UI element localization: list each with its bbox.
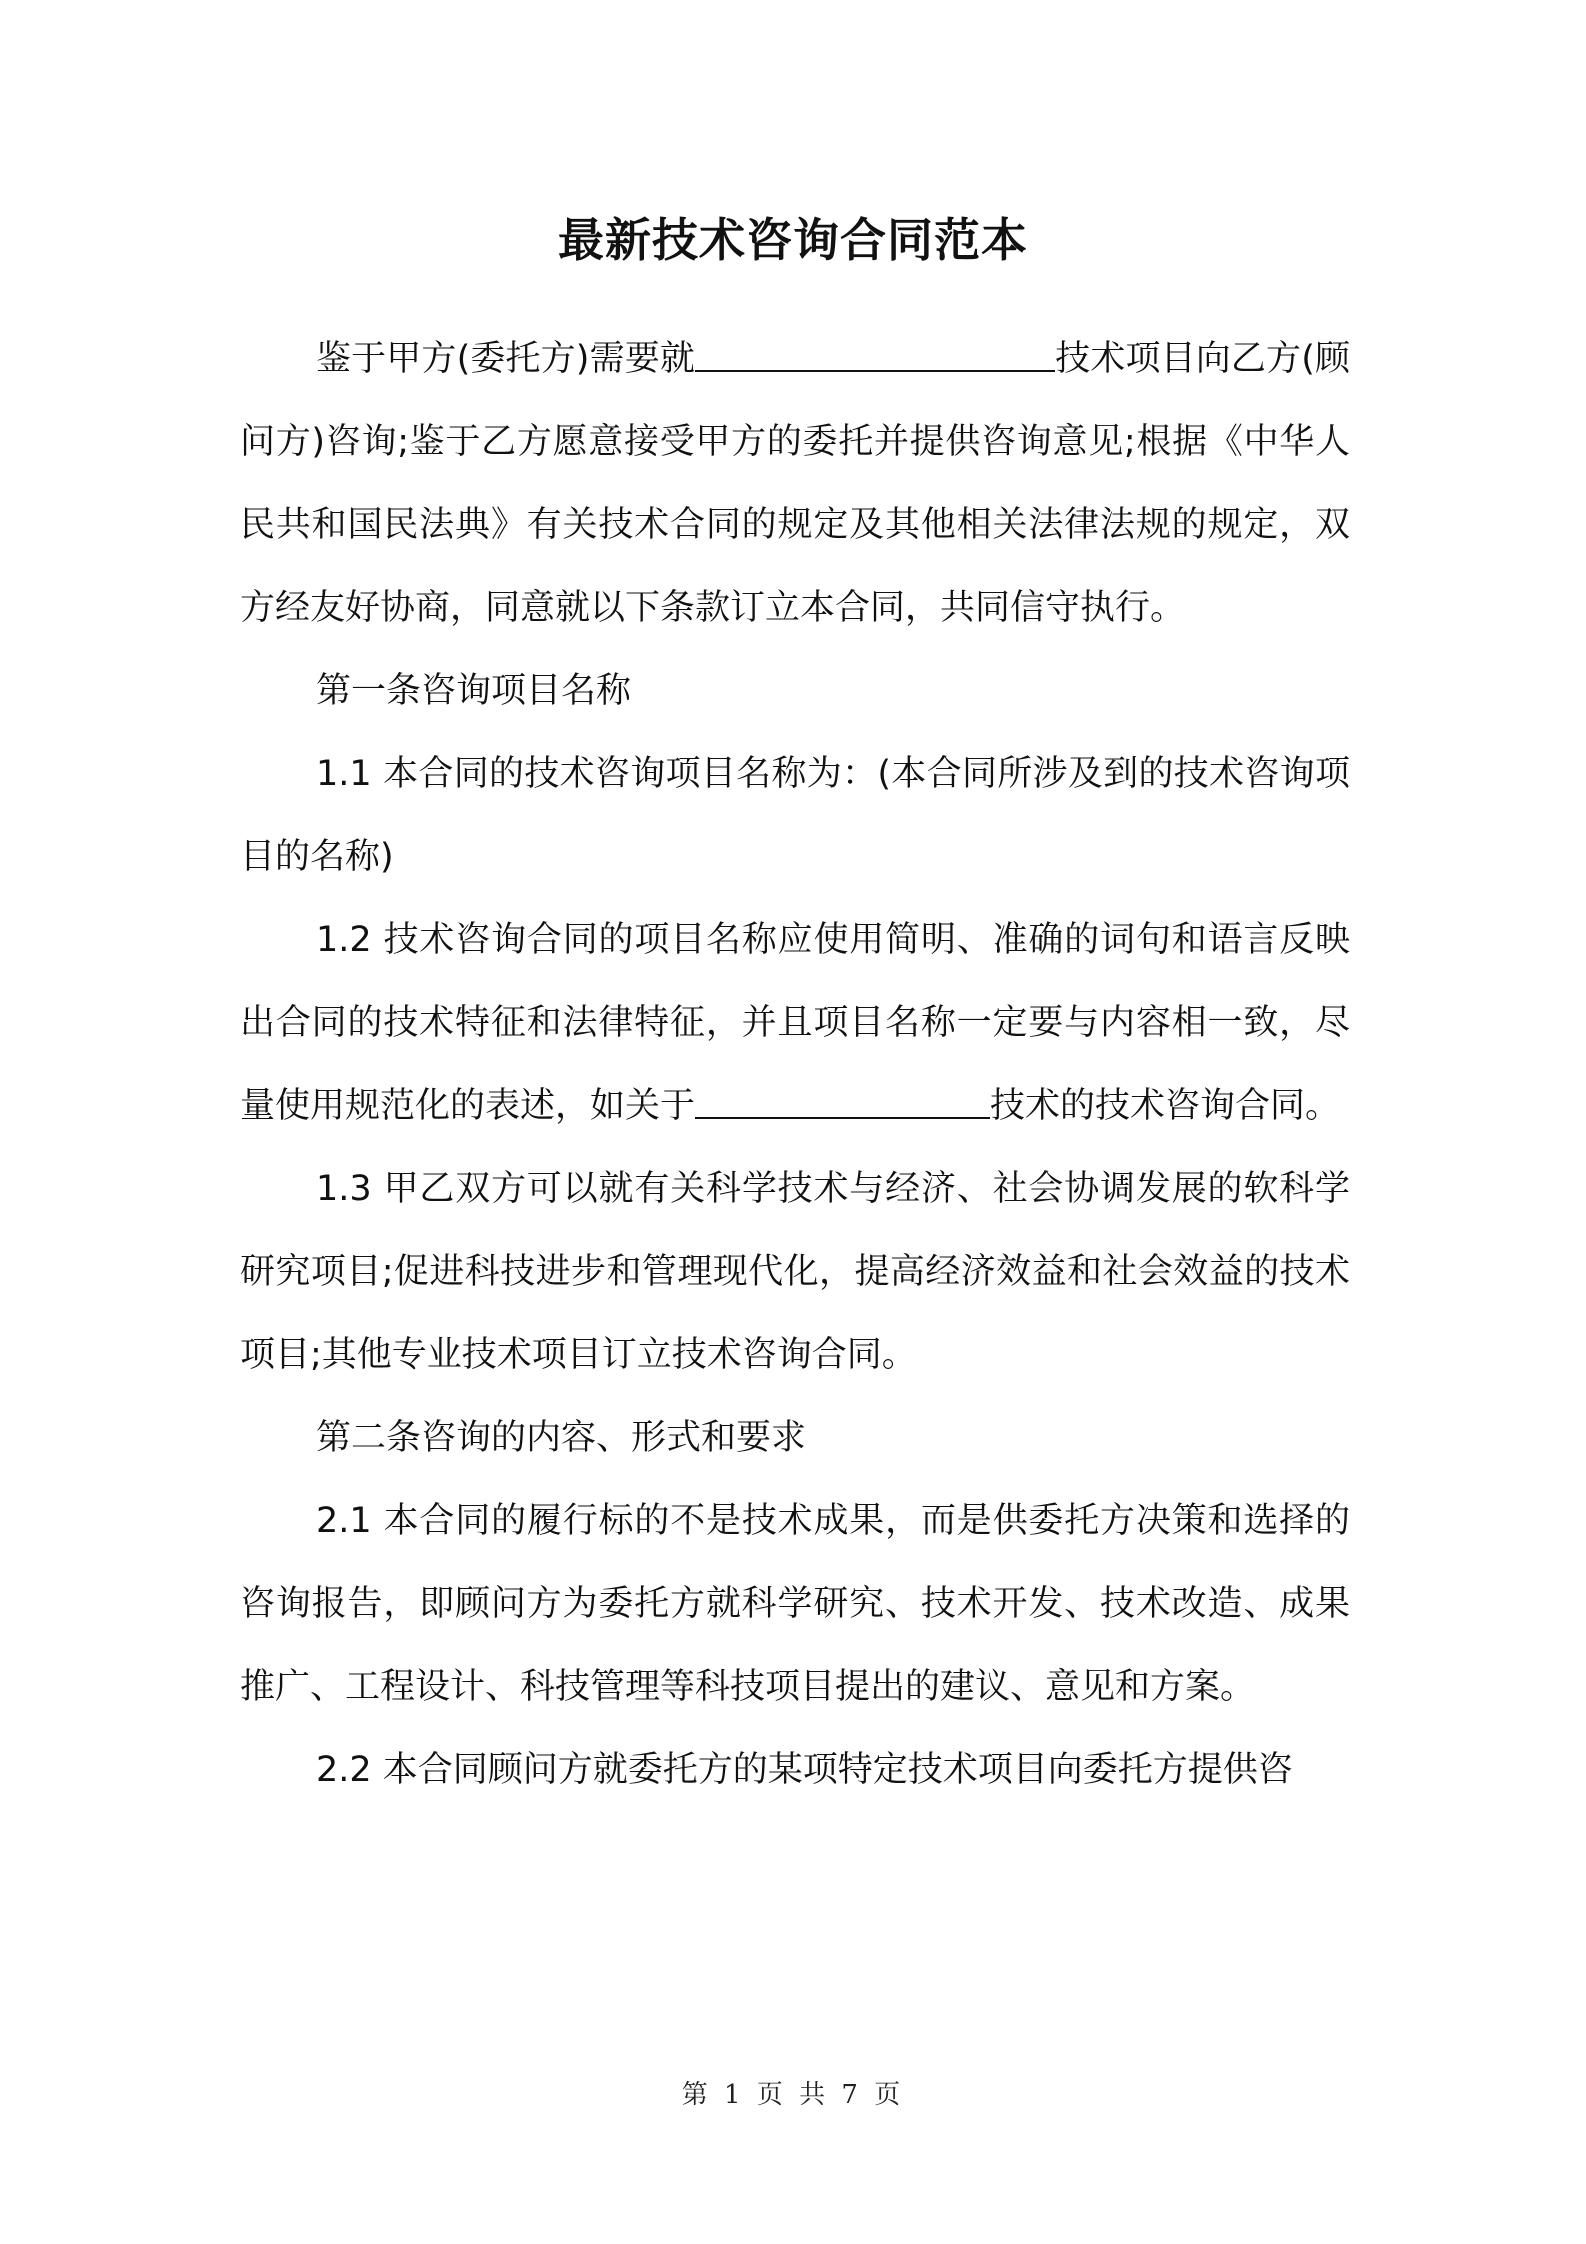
clause-2-2: 2.2 本合同顾问方就委托方的某项特定技术项目向委托方提供咨: [316, 1750, 1293, 1790]
clause-2-1: 2.1 本合同的履行标的不是技术成果，而是供委托方决策和选择的咨询报告，即顾问方为委托方就科学研究、技术开发、技术改造、成果推广、工程设计、科技管理等科技项目提出的建议、意见和方案。: [240, 1501, 1350, 1707]
preamble-paragraph: [240, 318, 1350, 650]
article-1-heading: 第一条咨询项目名称: [316, 671, 632, 711]
clause-1-3: 1.3 甲乙双方可以就有关科学技术与经济、社会协调发展的软科学研究项目;促进科技进步和管理现代化，提高经济效益和社会效益的技术项目;其他专业技术项目订立技术咨询合同。: [240, 1169, 1350, 1375]
page-number-footer: 第 1 页 共 7 页: [681, 2080, 905, 2110]
preamble-text-start: 鉴于甲方(委托方)需要就: [316, 339, 696, 379]
document-title: 最新技术咨询合同范本: [558, 213, 1028, 267]
article-2-heading: 第二条咨询的内容、形式和要求: [316, 1418, 807, 1458]
document-body: [240, 318, 1350, 1812]
preamble-text-end: 技术项目向乙方(顾问方)咨询;鉴于乙方愿意接受甲方的委托并提供咨询意见;根据《中华人民共和国民法典》有关技术合同的规定及其他相关法律法规的规定，双方经友好协商，同意就以下条款订立本合同，共同信守执行。: [240, 339, 1351, 628]
fill-in-blank: [695, 1087, 990, 1119]
clause-1-2-text-start: 1.2 技术咨询合同的项目名称应使用简明、准确的词句和语言反映出合同的技术特征和法律特征，并且项目名称一定要与内容相一致，尽量使用规范化的表述，如关于: [240, 920, 1350, 1126]
fill-in-blank: [695, 340, 1055, 372]
clause-1-2: [240, 899, 1350, 1148]
clause-1-2-text-end: 技术的技术咨询合同。: [990, 1086, 1341, 1126]
clause-1-1: 1.1 本合同的技术咨询项目名称为：(本合同所涉及到的技术咨询项目的名称): [240, 754, 1350, 877]
